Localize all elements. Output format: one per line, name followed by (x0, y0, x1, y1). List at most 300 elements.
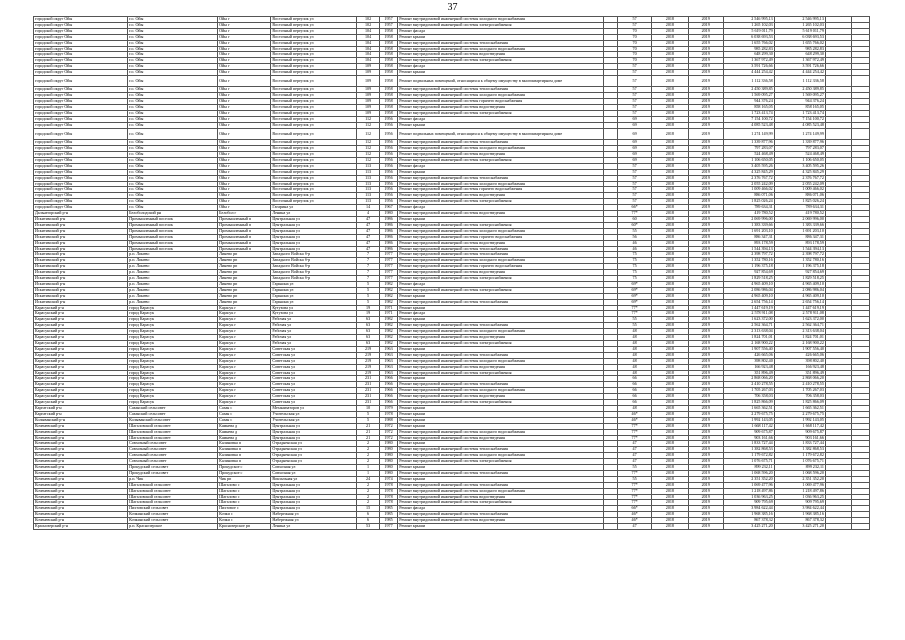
table-cell: 2019 (688, 34, 723, 40)
table-cell: 2019 (688, 146, 723, 152)
table-cell: 219 (357, 364, 380, 370)
table-cell: Карасук г (218, 370, 271, 376)
table-cell: 2018 (651, 258, 688, 264)
table-cell: 1 705 267,03 (723, 388, 774, 394)
table-cell: Ремонт крыши (398, 317, 604, 323)
table-cell: Ойы г (218, 187, 271, 193)
table-cell: Советская ул (271, 346, 357, 352)
table-cell: 4 085 523,48 (774, 122, 825, 128)
table-cell: 7 (357, 276, 380, 282)
table-cell: 2019 (688, 87, 723, 93)
table-cell: 2018 (651, 293, 688, 299)
table-cell: Каргатский р-н (34, 411, 128, 417)
table-cell: 3 405 595,26 (723, 163, 774, 169)
table-cell: 47 (618, 459, 652, 465)
table-cell: 2019 (688, 305, 723, 311)
table-cell: 886 347,31 (774, 234, 825, 240)
table-cell: 47 (357, 216, 380, 222)
table-cell: Ремонт внутридомовой инженерной системы холодного водоснабжения (398, 17, 604, 23)
table-cell: 1 274 149,99 (723, 128, 774, 139)
table-cell (603, 524, 617, 530)
table-cell: Ремонт внутридомовой инженерной системы теплоснабжения (398, 175, 604, 181)
table-cell: 1958 (379, 70, 397, 76)
table-cell: Ойы г (218, 122, 271, 128)
table-cell: г.о. Ойы (128, 199, 218, 205)
table-cell: 2019 (688, 423, 723, 429)
table-cell: г.о. Ойы (128, 152, 218, 158)
table-cell: Сазанский сельсовет (128, 405, 218, 411)
table-cell: Ойы г (218, 152, 271, 158)
table-cell: городской округ Ойы (34, 128, 128, 139)
table-cell: 2 168 900,22 (723, 341, 774, 347)
table-cell: 2019 (688, 211, 723, 217)
table-cell: 109 (357, 87, 380, 93)
table-cell: Карасук г (218, 382, 271, 388)
table-cell: город Карасук (128, 400, 218, 406)
table-cell: Восточный переулок ул (271, 58, 357, 64)
table-cell: 2 562 364,71 (723, 323, 774, 329)
table-cell: 47 (618, 447, 652, 453)
table-cell: 112 (357, 157, 380, 163)
table-cell: 1 665 362,51 (723, 405, 774, 411)
table-cell: Ремонт крыши (398, 169, 604, 175)
table-cell: г.о. Ойы (128, 93, 218, 99)
table-cell: 1 068 596,20 (774, 470, 825, 476)
table-cell: 112 (357, 116, 380, 122)
table-cell: 53 (357, 524, 380, 530)
table-cell: Ремонт внутридомовой инженерной системы электроснабжения (398, 157, 604, 163)
table-cell: 1 068 596,20 (723, 470, 774, 476)
table-cell: Центральная ул (271, 240, 357, 246)
table-cell: 886 071,06 (774, 193, 825, 199)
table-cell: р.п. Линево (128, 270, 218, 276)
table-cell: 2 (357, 494, 380, 500)
table-cell: 2019 (688, 228, 723, 234)
table-cell: г.о. Ойы (128, 70, 218, 76)
table-cell: Восточный переулок ул (271, 128, 357, 139)
table-cell: Карасукский р-н (34, 346, 128, 352)
table-cell: 2019 (688, 299, 723, 305)
table-cell: 66 (618, 388, 652, 394)
table-cell: Советская ул (271, 364, 357, 370)
table-cell: Ремонт внутридомовой инженерной системы теплоснабжения (398, 470, 604, 476)
table-cell: Советская ул (271, 400, 357, 406)
table-cell: 70 (618, 52, 652, 58)
table-cell: город Карасук (128, 341, 218, 347)
table-cell: 113 (357, 199, 380, 205)
table-cell: 1956 (379, 146, 397, 152)
table-cell: 2018 (651, 111, 688, 117)
table-cell: 57 (618, 199, 652, 205)
table-cell: 2019 (688, 40, 723, 46)
table-cell: 2018 (651, 346, 688, 352)
table-cell: 2018 (651, 157, 688, 163)
table-cell: 2018 (651, 169, 688, 175)
table-cell: 2019 (688, 447, 723, 453)
table-cell: Ремонт внутридомовой инженерной системы водоотведения (398, 518, 604, 524)
table-cell: г.о. Ойы (128, 17, 218, 23)
table-cell: 2018 (651, 287, 688, 293)
table-cell: 2 (357, 447, 380, 453)
table-cell: 886 071,06 (723, 193, 774, 199)
table-cell: Гарькина ул (271, 293, 357, 299)
table-row (34, 128, 870, 139)
table-cell: 1 076 675,71 (774, 459, 825, 465)
table-cell: 1 833 727,44 (723, 441, 774, 447)
table-cell: Ремонт внутридомовой инженерной системы водоотведения (398, 52, 604, 58)
table-cell: 66 (618, 400, 652, 406)
table-cell: 69 (618, 128, 652, 139)
table-cell: 1980 (379, 465, 397, 471)
table-cell: 1 668 117,42 (723, 423, 774, 429)
table-cell: Карасук г (218, 364, 271, 370)
table-cell: 219 (357, 352, 380, 358)
table-cell: Чик рп (218, 476, 271, 482)
table-cell: городской округ Ойы (34, 169, 128, 175)
table-cell: Камнева д (218, 429, 271, 435)
table-cell: 113 (357, 163, 380, 169)
table-cell: город Карасук (128, 394, 218, 400)
table-cell: 1978 (379, 488, 397, 494)
table-cell: Ремонт внутридомовой инженерной системы электроснабжения (398, 58, 604, 64)
table-cell: 2018 (651, 465, 688, 471)
table-cell: 75 (618, 264, 652, 270)
table-cell: город Карасук (128, 311, 218, 317)
table-cell: 231 (357, 400, 380, 406)
table-cell: 77* (618, 423, 652, 429)
capital-repair-table (33, 16, 870, 530)
table-cell: Пихтовский сельсовет (128, 506, 218, 512)
table-cell: Ремонт крыши (398, 376, 604, 382)
table-cell: Рабочая ул (271, 341, 357, 347)
table-cell: 909 795,69 (723, 500, 774, 506)
table-cell: 113 (357, 169, 380, 175)
table-cell: 69* (618, 299, 652, 305)
table-cell: Ремонт крыши (398, 70, 604, 76)
table-cell: 1958 (379, 58, 397, 64)
table-cell (603, 76, 617, 87)
table-cell: 48 (618, 352, 652, 358)
table-cell: городской округ Ойы (34, 93, 128, 99)
table-cell: 351 896,49 (774, 370, 825, 376)
table-cell: Ремонт крыши (398, 34, 604, 40)
table-cell-empty (852, 524, 870, 530)
table-cell: 706 358,03 (723, 394, 774, 400)
table-cell: 55 (618, 317, 652, 323)
table-cell: 2019 (688, 512, 723, 518)
table-cell: 10 (357, 405, 380, 411)
table-cell: 7 (357, 270, 380, 276)
table-cell: 2019 (688, 281, 723, 287)
table-cell: Пихтовое с (218, 506, 271, 512)
table-cell: 2018 (651, 205, 688, 211)
table-cell: Восточный переулок ул (271, 70, 357, 76)
table-cell: 2019 (688, 240, 723, 246)
table-cell: 1 009 466,02 (723, 187, 774, 193)
table-cell: 419 780,52 (723, 211, 774, 217)
table-cell: Карасукский р-н (34, 364, 128, 370)
table-cell: 2019 (688, 329, 723, 335)
table-cell: Ойы г (218, 163, 271, 169)
table-cell: 55 (618, 476, 652, 482)
table-cell: Линево рп (218, 276, 271, 282)
table-cell: 2 578 911,08 (774, 311, 825, 317)
table-cell: Ремонт внутридомовой инженерной системы холодного водоснабжения (398, 488, 604, 494)
table-cell: г.о. Ойы (128, 193, 218, 199)
table-cell: 1982 (379, 317, 397, 323)
table-cell: 2018 (651, 175, 688, 181)
table-cell: 2018 (651, 311, 688, 317)
table-cell: 112 (357, 146, 380, 152)
table-cell: 903 161,66 (774, 435, 825, 441)
table-cell: Коченевский р-н (34, 470, 128, 476)
table-cell: р.п. Чик (128, 476, 218, 482)
table-cell: 2 578 911,08 (723, 311, 774, 317)
table-cell: 1 829 518,25 (723, 276, 774, 282)
table-cell: Калиновка п (218, 447, 271, 453)
table-cell: Промышленный п (218, 216, 271, 222)
table-cell: Шагаловский сельсовет (128, 488, 218, 494)
table-cell: Восточный переулок ул (271, 52, 357, 58)
table-cell: Совхозный сельсовет (128, 447, 218, 453)
table-cell: 2019 (688, 276, 723, 282)
table-cell: 2018 (651, 506, 688, 512)
table-cell: 2018 (651, 394, 688, 400)
table-cell: 112 (357, 140, 380, 146)
table-cell: 1977 (379, 524, 397, 530)
table-cell: 903 161,66 (723, 435, 774, 441)
table-cell-empty (825, 128, 852, 139)
table-cell: Ремонт внутридомовой инженерной системы водоотведения (398, 435, 604, 441)
table-cell: 1 825 026,24 (774, 199, 825, 205)
table-cell: Карасукский р-н (34, 376, 128, 382)
table-cell: 2019 (688, 105, 723, 111)
table-cell: 2 351 352,20 (774, 476, 825, 482)
table-cell: 47 (618, 441, 652, 447)
table-cell: город Карасук (128, 358, 218, 364)
table-cell: Коченевский р-н (34, 494, 128, 500)
table-cell: 1 196 375,18 (774, 264, 825, 270)
table-cell: Ремонт внутридомовой инженерной системы водоотведения (398, 394, 604, 400)
table-cell: 2018 (651, 146, 688, 152)
table-cell: Восточный переулок ул (271, 146, 357, 152)
table-cell: 1980 (379, 447, 397, 453)
table-cell: Промышленный п (218, 228, 271, 234)
table-cell: 2018 (651, 240, 688, 246)
table-cell: 1 907 556,40 (723, 346, 774, 352)
table-cell: 867 378,32 (723, 518, 774, 524)
table-cell: 1958 (379, 111, 397, 117)
table-cell: городской округ Ойы (34, 187, 128, 193)
table-cell: 1 112 336,58 (774, 76, 825, 87)
table-cell: городской округ Ойы (34, 58, 128, 64)
table-cell: городской округ Ойы (34, 17, 128, 23)
table-cell: Восточный переулок ул (271, 169, 357, 175)
table-cell: 66 (618, 382, 652, 388)
table-cell: 69* (618, 287, 652, 293)
table-cell: Центральная ул (271, 500, 357, 506)
table-cell: 789 634,31 (723, 205, 774, 211)
table-cell: Ремонт подвальных помещений, относящихся к общему имуществу в многоквартирном доме (398, 128, 604, 139)
table-cell: 66 (618, 394, 652, 400)
table-cell: Карасук г (218, 317, 271, 323)
table-cell: Ремонт внутридомовой инженерной системы холодного водоснабжения (398, 258, 604, 264)
table-cell: 2019 (688, 287, 723, 293)
table-cell: 2019 (688, 128, 723, 139)
table-cell: Восточный переулок ул (271, 157, 357, 163)
table-cell: Ремонт внутридомовой инженерной системы горячего водоснабжения (398, 99, 604, 105)
table-cell: 2018 (651, 140, 688, 146)
table-cell: Ремонт внутридомовой инженерной системы теплоснабжения (398, 299, 604, 305)
table-cell: Восточный переулок ул (271, 34, 357, 40)
table-cell: Ремонт внутридомовой инженерной системы теплоснабжения (398, 482, 604, 488)
table-cell: 2018 (651, 246, 688, 252)
table-cell: 2018 (651, 429, 688, 435)
table-cell: 1 352 780,16 (723, 258, 774, 264)
table-cell: 1971 (379, 311, 397, 317)
table-cell: 109 (357, 99, 380, 105)
table-cell: Совхозная ул (271, 470, 357, 476)
table-cell: Учительская ул (271, 417, 357, 423)
table-cell: Карасукский р-н (34, 329, 128, 335)
table-cell: Центральная ул (271, 429, 357, 435)
table-cell: 60 (618, 216, 652, 222)
table-cell: Ремонт фасада (398, 506, 604, 512)
table-cell: Восточный переулок ул (271, 99, 357, 105)
table-cell: городской округ Ойы (34, 46, 128, 52)
table-cell: Карасук г (218, 376, 271, 382)
table-cell: 2 654 756,14 (774, 299, 825, 305)
table-cell: Ремонт крыши (398, 346, 604, 352)
table-cell: 109 (357, 93, 380, 99)
table-cell: г.о. Ойы (128, 146, 218, 152)
table-cell: Восточный переулок ул (271, 140, 357, 146)
table-cell: 21 (357, 423, 380, 429)
table-cell: 77* (618, 429, 652, 435)
table-cell: городской округ Ойы (34, 140, 128, 146)
table-cell: 113 (357, 193, 380, 199)
table-cell: 109 (357, 76, 380, 87)
table-cell: 231 (357, 388, 380, 394)
table-cell: Ойы г (218, 146, 271, 152)
table-cell: 109 (357, 64, 380, 70)
table-cell: 6 038 693,53 (774, 34, 825, 40)
table-cell: 57 (618, 93, 652, 99)
table-cell: 706 358,03 (774, 394, 825, 400)
table-cell: 1 382 868,53 (723, 447, 774, 453)
table-cell: 2019 (688, 435, 723, 441)
table-cell: Ремонт крыши (398, 524, 604, 530)
table-cell: 75 (618, 270, 652, 276)
table-cell: 21 (357, 435, 380, 441)
table-cell: 2019 (688, 246, 723, 252)
table-cell: Дальнегорский р-н (34, 211, 128, 217)
table-cell: Ремонт внутридомовой инженерной системы водоотведения (398, 193, 604, 199)
table-cell: 1 544 394,13 (723, 246, 774, 252)
table-cell: 219 (357, 346, 380, 352)
table-cell: Карасукский р-н (34, 358, 128, 364)
table-cell: Вокзальная ул (271, 476, 357, 482)
table-cell: 2018 (651, 58, 688, 64)
table-cell: 1966 (379, 376, 397, 382)
table-cell: Ойы г (218, 34, 271, 40)
table-cell: 2019 (688, 17, 723, 23)
table-cell: Шагалово с (218, 494, 271, 500)
table-cell: городской округ Ойы (34, 40, 128, 46)
table-cell: 1 069 477,96 (723, 482, 774, 488)
table-cell: г.о. Ойы (128, 157, 218, 163)
table-cell: Ремонт внутридомовой инженерной системы горячего водоснабжения (398, 234, 604, 240)
table-cell: 2019 (688, 364, 723, 370)
table-cell: 927 854,69 (774, 270, 825, 276)
table-cell: Ремонт фасада (398, 163, 604, 169)
table-cell: 2018 (651, 34, 688, 40)
table-cell: Ремонт фасада (398, 205, 604, 211)
table-cell: Центральная ул (271, 506, 357, 512)
table-cell: 5 619 011,79 (723, 28, 774, 34)
table-cell: Ремонт крыши (398, 465, 604, 471)
table-cell: 166 923,48 (723, 364, 774, 370)
table-cell: Советская ул (271, 394, 357, 400)
table-cell: 2018 (651, 234, 688, 240)
table-cell: Ремонт внутридомовой инженерной системы холодного водоснабжения (398, 46, 604, 52)
table-cell: 2019 (688, 222, 723, 228)
table-cell: Карасук г (218, 346, 271, 352)
table-cell: 1 544 394,13 (774, 246, 825, 252)
table-cell: городской округ Ойы (34, 205, 128, 211)
table-cell: р.п. Линево (128, 299, 218, 305)
table-cell: 48 (618, 346, 652, 352)
table-cell: 1963 (379, 358, 397, 364)
table-cell: Камнева д (218, 435, 271, 441)
table-cell: Ремонт внутридомовой инженерной системы теплоснабжения (398, 323, 604, 329)
table-cell: 56 (618, 234, 652, 240)
table-cell: 7 154 100,72 (723, 116, 774, 122)
table-cell: Рабочая ул (271, 329, 357, 335)
table-cell: Ремонт внутридомовой инженерной системы теплоснабжения (398, 382, 604, 388)
table-cell: 1 036 963,25 (723, 494, 774, 500)
table-cell: Ойы г (218, 199, 271, 205)
table-cell: Кутузова ул (271, 311, 357, 317)
table-cell: 7 154 100,72 (774, 116, 825, 122)
table-cell: 1 367 972,49 (774, 58, 825, 64)
table-cell: 5 (357, 417, 380, 423)
table-cell: 104 (357, 34, 380, 40)
table-cell: 6 (357, 512, 380, 518)
table-cell: Искитимский р-н (34, 270, 128, 276)
table-cell: 66* (618, 506, 652, 512)
table-cell: 985 282,83 (774, 46, 825, 52)
table-cell: Ремонт крыши (398, 405, 604, 411)
table-cell: 1 (357, 470, 380, 476)
table-cell: 102 (357, 22, 380, 28)
table-cell: Сазан с (218, 417, 271, 423)
table-cell: Ремонт внутридомовой инженерной системы электроснабжения (398, 276, 604, 282)
table-cell: Ойы г (218, 46, 271, 52)
table-cell: Центральная ул (271, 246, 357, 252)
table-cell: 2019 (688, 187, 723, 193)
table-cell: город Карасук (128, 364, 218, 370)
table-cell: Восточный переулок ул (271, 87, 357, 93)
table-cell: 63 (357, 335, 380, 341)
table-cell: городской округ Ойы (34, 175, 128, 181)
table-cell: 77* (618, 494, 652, 500)
table-cell: 231 (357, 394, 380, 400)
table-cell: 2 055 242,09 (723, 181, 774, 187)
table-cell: 1 992 143,05 (723, 417, 774, 423)
table-cell: 57 (618, 193, 652, 199)
table-cell: Карасукский р-н (34, 352, 128, 358)
